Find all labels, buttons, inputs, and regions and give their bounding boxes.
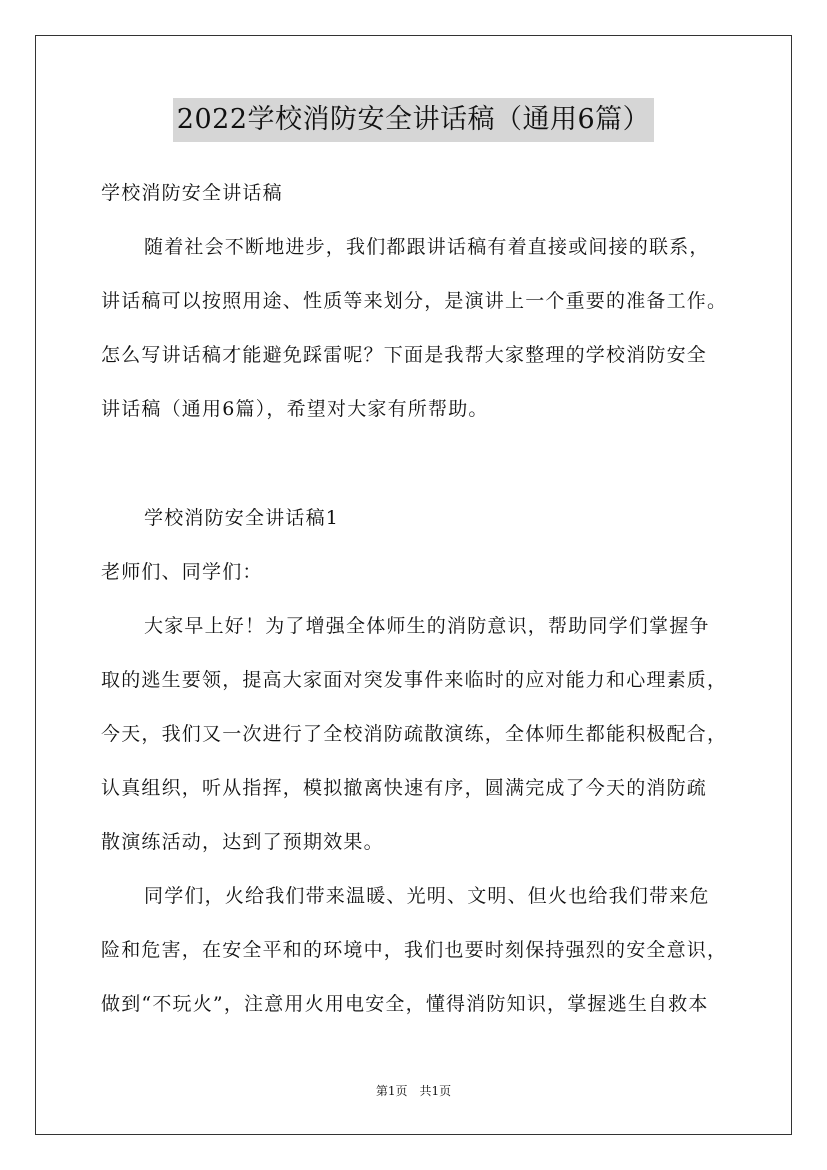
salutation-line: 老师们、同学们： — [101, 561, 263, 583]
title-container — [0, 98, 827, 142]
body-line-6: 同学们，火给我们带来温暖、光明、文明、但火也给我们带来危 — [144, 885, 710, 907]
intro-line-3: 怎么写讲话稿才能避免踩雷呢？下面是我帮大家整理的学校消防安全 — [101, 344, 708, 366]
body-line-7: 险和危害，在安全平和的环境中，我们也要时刻保持强烈的安全意识， — [101, 939, 728, 961]
intro-line-4: 讲话稿（通用6篇），希望对大家有所帮助。 — [101, 398, 489, 420]
intro-line-1: 随着社会不断地进步，我们都跟讲话稿有着直接或间接的联系， — [144, 236, 710, 258]
body-line-1: 大家早上好！为了增强全体师生的消防意识，帮助同学们掌握争 — [144, 615, 710, 637]
body-line-8: 做到“不玩火”，注意用火用电安全，懂得消防知识，掌握逃生自救本 — [101, 993, 709, 1015]
section-heading: 学校消防安全讲话稿1 — [144, 507, 340, 529]
document-title: 2022学校消防安全讲话稿（通用6篇） — [173, 98, 654, 142]
body-line-4: 认真组织，听从指挥，模拟撤离快速有序，圆满完成了今天的消防疏 — [101, 777, 708, 799]
page-footer: 第1页 共1页 — [375, 1084, 452, 1098]
intro-line-2: 讲话稿可以按照用途、性质等来划分，是演讲上一个重要的准备工作。 — [101, 290, 728, 312]
body-line-5: 散演练活动，达到了预期效果。 — [101, 831, 384, 853]
subtitle-line: 学校消防安全讲话稿 — [101, 182, 283, 204]
body-line-2: 取的逃生要领，提高大家面对突发事件来临时的应对能力和心理素质， — [101, 669, 728, 691]
body-line-3: 今天，我们又一次进行了全校消防疏散演练，全体师生都能积极配合， — [101, 723, 728, 745]
